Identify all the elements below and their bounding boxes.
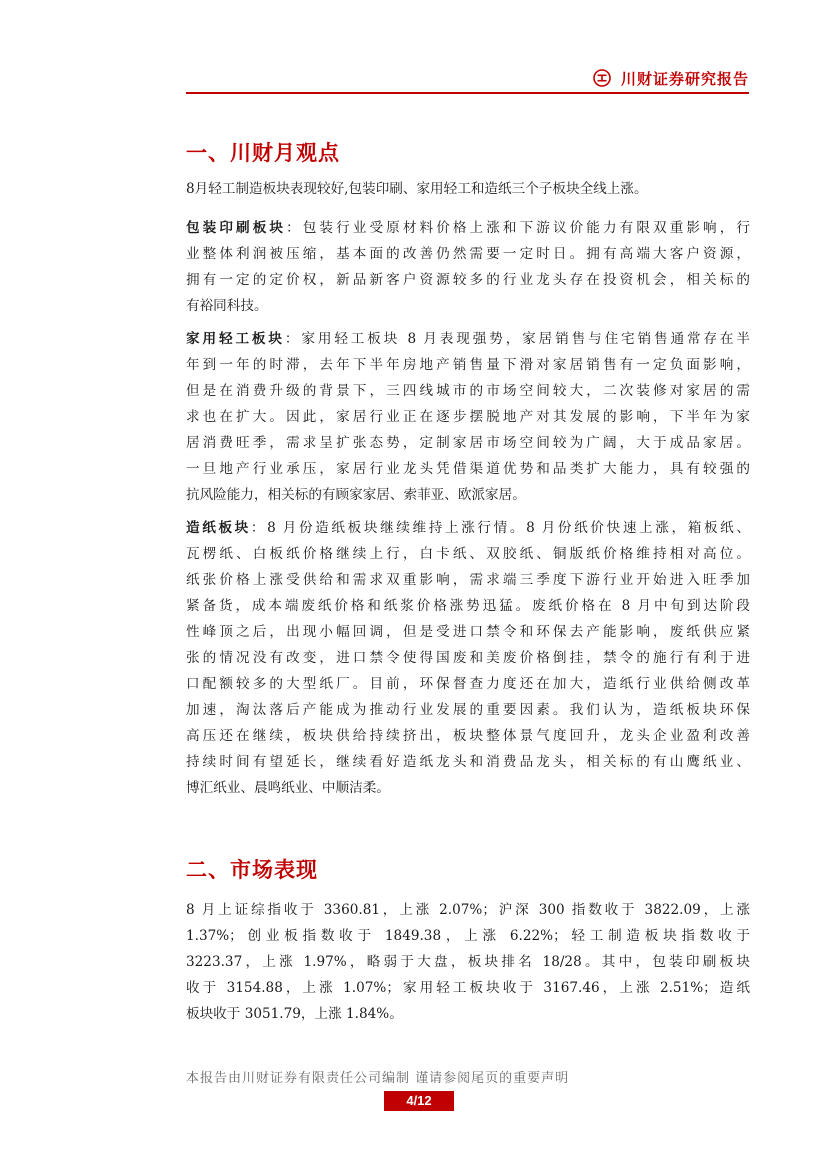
paper-line: 纸张价格上涨受供给和需求双重影响，需求端三季度下游行业开始进入旺季加 bbox=[186, 572, 750, 588]
paper-paragraph bbox=[186, 515, 750, 801]
market-line: 收于 3154.88，上涨 1.07%；家用轻工板块收于 3167.46，上涨 2.51%；造纸 bbox=[186, 980, 750, 996]
packaging-line: 包装印刷板块：包装行业受原材料价格上涨和下游议价能力有限双重影响，行 bbox=[186, 220, 751, 236]
paper-line: 口配额较多的大型纸厂。目前，环保督查力度还在加大，造纸行业供给侧改革 bbox=[186, 676, 750, 692]
household-line: 居消费旺季，需求呈扩张态势，定制家居市场空间较为广阔，大于成品家居。 bbox=[186, 435, 750, 451]
section1-title: 一、川财月观点 bbox=[186, 141, 340, 165]
packaging-line: 业整体利润被压缩，基本面的改善仍然需要一定时日。拥有高端大客户资源， bbox=[186, 246, 750, 262]
header-brand-text: 川财证券研究报告 bbox=[620, 69, 749, 88]
household-line: 年到一年的时滞，去年下半年房地产销售量下滑对家居销售有一定负面影响， bbox=[186, 357, 750, 373]
paper-line: 瓦楞纸、白板纸价格继续上行，白卡纸、双胶纸、铜版纸价格维持相对高位。 bbox=[186, 546, 750, 562]
intro-line: 8月轻工制造板块表现较好,包装印刷、家用轻工和造纸三个子板块全线上涨。 bbox=[186, 181, 648, 197]
household-line: 家用轻工板块：家用轻工板块 8 月表现强势，家居销售与住宅销售通常存在半 bbox=[186, 331, 751, 347]
paper-label: 造纸板块 bbox=[186, 520, 251, 536]
market-line: 板块收于 3051.79，上涨 1.84%。 bbox=[186, 1006, 403, 1022]
section1-intro bbox=[186, 176, 750, 202]
packaging-paragraph bbox=[186, 215, 750, 319]
paper-line: 高压还在继续，板块供给持续挤出，板块整体景气度回升，龙头企业盈利改善 bbox=[186, 728, 750, 744]
household-line: 但是在消费升级的背景下，三四线城市的市场空间较大，二次装修对家居的需 bbox=[186, 383, 750, 399]
page-header bbox=[186, 62, 749, 96]
market-paragraph bbox=[186, 897, 750, 1027]
paper-line: 博汇纸业、晨鸣纸业、中顺洁柔。 bbox=[186, 780, 390, 796]
header-brand bbox=[593, 62, 749, 94]
packaging-line: 有裕同科技。 bbox=[186, 298, 268, 314]
paper-line: 性峰顶之后，出现小幅回调，但是受进口禁令和环保去产能影响，废纸供应紧 bbox=[186, 624, 750, 640]
page-number: 4/12 bbox=[384, 1091, 454, 1111]
market-line: 1.37%；创业板指数收于 1849.38，上涨 6.22%；轻工制造板块指数收于 bbox=[186, 928, 750, 944]
header-rule bbox=[186, 92, 749, 94]
household-label: 家用轻工板块 bbox=[186, 331, 285, 347]
packaging-label: 包装印刷板块 bbox=[186, 220, 287, 236]
household-paragraph bbox=[186, 326, 750, 508]
paper-line: 造纸板块：8 月份造纸板块继续维持上涨行情。8 月份纸价快速上涨，箱板纸、 bbox=[186, 520, 751, 536]
household-line: 抗风险能力，相关标的有顾家家居、索菲亚、欧派家居。 bbox=[186, 487, 526, 503]
chuancai-logo-icon bbox=[593, 69, 611, 87]
paper-line: 加速，淘汰落后产能成为推动行业发展的重要因素。我们认为，造纸板块环保 bbox=[186, 702, 750, 718]
household-line: 求也在扩大。因此，家居行业正在逐步摆脱地产对其发展的影响，下半年为家 bbox=[186, 409, 750, 425]
section2-title: 二、市场表现 bbox=[186, 858, 318, 882]
household-line: 一旦地产行业承压，家居行业龙头凭借渠道优势和品类扩大能力，具有较强的 bbox=[186, 461, 750, 477]
market-line: 3223.37，上涨 1.97%，略弱于大盘，板块排名 18/28。其中，包装印刷板块 bbox=[186, 954, 750, 970]
paper-line: 张的情况没有改变，进口禁令使得国废和美废价格倒挂，禁令的施行有利于进 bbox=[186, 650, 750, 666]
paper-line: 紧备货，成本端废纸价格和纸浆价格涨势迅猛。废纸价格在 8 月中旬到达阶段 bbox=[186, 598, 750, 614]
packaging-line: 拥有一定的定价权，新品新客户资源较多的行业龙头存在投资机会，相关标的 bbox=[186, 272, 750, 288]
paper-line: 持续时间有望延长，继续看好造纸龙头和消费品龙头，相关标的有山鹰纸业、 bbox=[186, 754, 750, 770]
market-line: 8 月上证综指收于 3360.81，上涨 2.07%；沪深 300 指数收于 3822.09，上涨 bbox=[186, 902, 750, 918]
footer-disclaimer: 本报告由川财证券有限责任公司编制 谨请参阅尾页的重要声明 bbox=[186, 1071, 570, 1086]
